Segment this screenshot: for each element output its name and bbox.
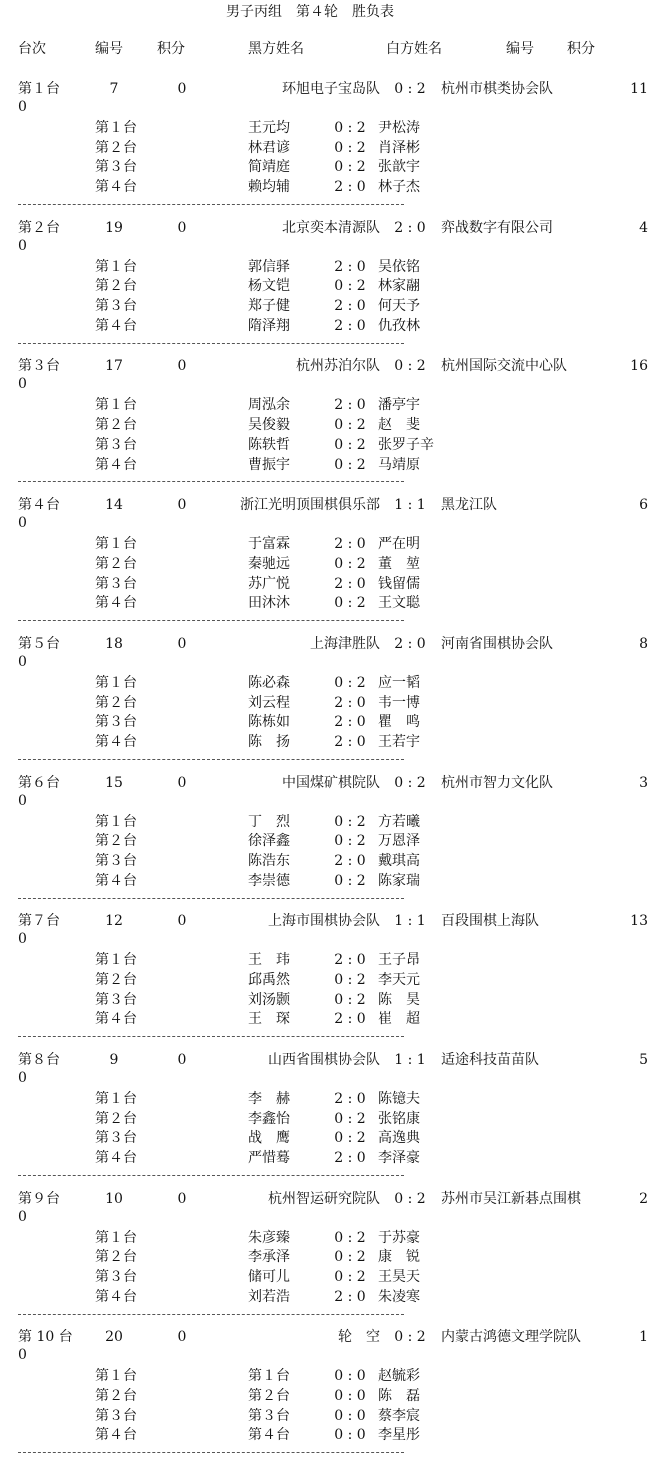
board-white-player: 林家翮 <box>378 278 420 295</box>
match-points-right: 0 <box>18 1347 27 1364</box>
board-label: 第２台 <box>95 1110 137 1127</box>
match-table-label: 第５台 <box>18 635 60 652</box>
match-points: 0 <box>177 913 187 930</box>
match-points: 0 <box>177 219 187 236</box>
board-score: 0 : 2 <box>334 555 366 572</box>
board-label: 第３台 <box>95 1269 137 1285</box>
board-black-player: 刘若浩 <box>248 1288 290 1305</box>
board-label: 第１台 <box>95 674 137 691</box>
match-black-team: 杭州苏泊尔队 <box>296 358 380 375</box>
board-white-player: 韦一博 <box>378 694 420 711</box>
board-white-player: 王文聪 <box>378 595 420 612</box>
board-white-player: 董 堃 <box>378 555 420 572</box>
board-black-player: 林君谚 <box>248 139 290 156</box>
board-black-player: 朱彦臻 <box>248 1229 290 1246</box>
board-black-player: 吴俊毅 <box>248 417 290 434</box>
board-white-player: 康 锐 <box>378 1249 420 1266</box>
match-score: 0 : 2 <box>394 1190 426 1207</box>
board-white-player: 尹松涛 <box>378 120 420 136</box>
match-number-right: 2 <box>639 1190 648 1207</box>
match-score: 0 : 2 <box>394 774 426 791</box>
board-score: 0 : 2 <box>334 991 366 1008</box>
board-label: 第４台 <box>95 872 137 889</box>
board-white-player: 严在明 <box>378 536 420 553</box>
board-white-player: 李泽豪 <box>378 1150 420 1166</box>
match-number-right: 1 <box>639 1329 648 1346</box>
match-number: 7 <box>109 81 119 97</box>
board-white-player: 张铭康 <box>378 1110 420 1127</box>
board-white-player: 钱留儒 <box>378 575 420 592</box>
board-black-player: 第４台 <box>248 1427 290 1444</box>
board-score: 2 : 0 <box>334 575 366 592</box>
board-white-player: 仇孜林 <box>378 317 420 334</box>
match-number: 9 <box>109 1051 119 1068</box>
board-white-player: 林子杰 <box>378 179 420 196</box>
match-score: 0 : 2 <box>394 358 426 375</box>
board-black-player: 陈栋如 <box>248 714 290 731</box>
board-score: 2 : 0 <box>334 852 366 869</box>
board-label: 第４台 <box>95 1288 137 1305</box>
board-white-player: 李天元 <box>378 971 420 988</box>
board-score: 2 : 0 <box>334 536 366 553</box>
match-points-right: 0 <box>18 376 27 393</box>
board-black-player: 储可儿 <box>248 1269 290 1285</box>
match-points: 0 <box>177 1190 187 1207</box>
board-label: 第２台 <box>95 139 137 156</box>
match-number-right: 4 <box>639 219 648 236</box>
separator-line <box>18 898 404 899</box>
match-points-right: 0 <box>18 1208 27 1225</box>
board-black-player: 王 玮 <box>248 952 290 969</box>
board-white-player: 陈 磊 <box>378 1388 420 1404</box>
board-score: 0 : 2 <box>334 872 366 889</box>
board-score: 0 : 0 <box>334 1368 366 1385</box>
match-points: 0 <box>177 1051 187 1068</box>
board-white-player: 李星彤 <box>378 1427 420 1444</box>
match-number-right: 5 <box>639 1051 648 1068</box>
board-label: 第３台 <box>95 714 137 731</box>
board-black-player: 陈必森 <box>248 674 290 691</box>
match-white-team: 适途科技苗苗队 <box>441 1051 539 1068</box>
board-label: 第１台 <box>95 1229 137 1246</box>
match-white-team: 苏州市吴江新碁点围棋 <box>441 1190 581 1207</box>
board-black-player: 苏广悦 <box>248 575 290 592</box>
board-score: 2 : 0 <box>334 714 366 731</box>
board-black-player: 田沐沐 <box>248 595 290 612</box>
board-label: 第１台 <box>95 813 137 830</box>
board-white-player: 张歆宇 <box>378 159 420 176</box>
board-black-player: 隋泽翔 <box>248 317 290 334</box>
board-white-player: 蔡李宸 <box>378 1407 420 1424</box>
page-title: 男子丙组 第４轮 胜负表 <box>226 4 394 20</box>
board-black-player: 郭信驿 <box>248 258 290 275</box>
board-score: 0 : 2 <box>334 436 366 453</box>
board-white-player: 瞿 鸣 <box>378 714 420 731</box>
board-white-player: 赵 斐 <box>378 417 420 434</box>
match-points-right: 0 <box>18 99 27 115</box>
board-label: 第１台 <box>95 1368 137 1385</box>
board-score: 2 : 0 <box>334 1150 366 1166</box>
match-number: 19 <box>105 219 123 236</box>
board-black-player: 周泓余 <box>248 397 290 414</box>
match-points: 0 <box>177 1329 187 1346</box>
match-points: 0 <box>177 635 187 652</box>
match-score: 0 : 2 <box>394 1329 426 1346</box>
board-white-player: 高逸典 <box>378 1130 420 1147</box>
board-label: 第３台 <box>95 159 137 176</box>
match-black-team: 山西省围棋协会队 <box>268 1051 380 1068</box>
board-white-player: 吴依铭 <box>378 258 420 275</box>
match-table-label: 第７台 <box>18 913 60 930</box>
board-label: 第４台 <box>95 1427 137 1444</box>
board-white-player: 朱凌寒 <box>378 1288 420 1305</box>
board-white-player: 肖泽彬 <box>378 139 420 156</box>
board-white-player: 万恩泽 <box>378 833 420 850</box>
board-black-player: 杨文铠 <box>248 278 290 295</box>
board-label: 第２台 <box>95 1388 137 1404</box>
board-score: 0 : 2 <box>334 595 366 612</box>
match-points-right: 0 <box>18 792 27 809</box>
board-score: 0 : 2 <box>334 1110 366 1127</box>
match-number-right: 8 <box>639 635 648 652</box>
header-white-name: 白方姓名 <box>386 41 442 57</box>
board-score: 0 : 2 <box>334 1249 366 1266</box>
match-white-team: 杭州市智力文化队 <box>441 774 553 791</box>
board-label: 第１台 <box>95 1090 137 1107</box>
match-number-right: 13 <box>630 913 648 930</box>
header-points-right: 积分 <box>567 41 595 57</box>
board-label: 第１台 <box>95 536 137 553</box>
match-score: 1 : 1 <box>394 1051 426 1068</box>
board-black-player: 刘汤颢 <box>248 991 290 1008</box>
board-label: 第４台 <box>95 1150 137 1166</box>
board-score: 0 : 2 <box>334 833 366 850</box>
board-label: 第３台 <box>95 436 137 453</box>
board-label: 第３台 <box>95 852 137 869</box>
match-points-right: 0 <box>18 653 27 670</box>
board-label: 第２台 <box>95 417 137 434</box>
board-white-player: 王若宇 <box>378 733 420 750</box>
board-score: 0 : 2 <box>334 1130 366 1147</box>
board-score: 0 : 2 <box>334 813 366 830</box>
match-white-team: 河南省围棋协会队 <box>441 635 553 652</box>
board-white-player: 方若曦 <box>378 813 420 830</box>
board-black-player: 邱禹然 <box>248 971 290 988</box>
board-white-player: 于苏豪 <box>378 1229 420 1246</box>
board-score: 2 : 0 <box>334 952 366 969</box>
board-score: 0 : 0 <box>334 1388 366 1404</box>
separator-line <box>18 1314 404 1315</box>
match-points: 0 <box>177 81 187 97</box>
header-table: 台次 <box>18 41 46 57</box>
match-points-right: 0 <box>18 931 27 948</box>
match-number: 15 <box>105 774 123 791</box>
match-points-right: 0 <box>18 515 27 532</box>
board-black-player: 曹振宇 <box>248 456 290 473</box>
board-score: 0 : 2 <box>334 120 366 136</box>
match-number-right: 6 <box>639 497 648 514</box>
board-score: 0 : 2 <box>334 456 366 473</box>
board-label: 第２台 <box>95 555 137 572</box>
board-label: 第２台 <box>95 694 137 711</box>
match-black-team: 北京奕本清源队 <box>282 219 380 236</box>
board-label: 第３台 <box>95 1407 137 1424</box>
board-label: 第２台 <box>95 1249 137 1266</box>
board-black-player: 陈浩东 <box>248 852 290 869</box>
match-table-label: 第３台 <box>18 358 60 375</box>
match-table-label: 第８台 <box>18 1051 60 1068</box>
separator-line <box>18 759 404 760</box>
match-score: 0 : 2 <box>394 81 426 97</box>
header-points-left: 积分 <box>157 41 185 57</box>
board-label: 第３台 <box>95 298 137 315</box>
match-black-team: 浙江光明顶围棋俱乐部 <box>240 497 380 514</box>
board-score: 2 : 0 <box>334 694 366 711</box>
match-white-team: 黑龙江队 <box>441 497 497 514</box>
board-score: 2 : 0 <box>334 1011 366 1028</box>
board-label: 第１台 <box>95 120 137 136</box>
board-score: 0 : 2 <box>334 1269 366 1285</box>
board-score: 0 : 0 <box>334 1407 366 1424</box>
match-score: 2 : 0 <box>394 635 426 652</box>
board-black-player: 严惜蓦 <box>248 1150 290 1166</box>
board-score: 0 : 2 <box>334 278 366 295</box>
board-score: 2 : 0 <box>334 397 366 414</box>
board-label: 第２台 <box>95 278 137 295</box>
board-white-player: 陈家瑞 <box>378 872 420 889</box>
separator-line <box>18 620 404 621</box>
board-label: 第１台 <box>95 397 137 414</box>
board-black-player: 徐泽鑫 <box>248 833 290 850</box>
board-black-player: 第３台 <box>248 1407 290 1424</box>
board-label: 第２台 <box>95 971 137 988</box>
match-black-team: 上海津胜队 <box>310 635 380 652</box>
match-number: 10 <box>105 1190 123 1207</box>
board-black-player: 丁 烈 <box>248 813 290 830</box>
board-label: 第４台 <box>95 1011 137 1028</box>
match-white-team: 杭州市棋类协会队 <box>441 81 553 97</box>
match-points-right: 0 <box>18 1069 27 1086</box>
match-table-label: 第２台 <box>18 219 60 236</box>
board-black-player: 战 鹰 <box>248 1130 290 1147</box>
board-black-player: 陈轶哲 <box>248 436 290 453</box>
board-black-player: 第１台 <box>248 1368 290 1385</box>
board-black-player: 王 琛 <box>248 1011 290 1028</box>
header-black-name: 黑方姓名 <box>248 41 304 57</box>
match-white-team: 弈战数字有限公司 <box>441 219 553 236</box>
separator-line <box>18 1452 404 1453</box>
board-white-player: 崔 超 <box>378 1011 420 1028</box>
match-white-team: 杭州国际交流中心队 <box>441 358 567 375</box>
board-black-player: 李承泽 <box>248 1249 290 1266</box>
match-points: 0 <box>177 358 187 375</box>
board-black-player: 陈 扬 <box>248 733 290 750</box>
board-black-player: 于富霖 <box>248 536 290 553</box>
board-black-player: 赖均辅 <box>248 179 290 196</box>
board-score: 2 : 0 <box>334 258 366 275</box>
match-black-team: 轮 空 <box>338 1329 380 1346</box>
separator-line <box>18 1036 404 1037</box>
board-label: 第４台 <box>95 456 137 473</box>
separator-line <box>18 204 404 205</box>
board-score: 2 : 0 <box>334 1090 366 1107</box>
match-table-label: 第４台 <box>18 497 60 514</box>
match-number: 12 <box>105 913 123 930</box>
board-score: 0 : 0 <box>334 1427 366 1444</box>
match-number-right: 3 <box>639 774 648 791</box>
board-white-player: 陈镱夫 <box>378 1090 420 1107</box>
board-white-player: 陈 昊 <box>378 991 420 1008</box>
header-number-left: 编号 <box>95 41 123 57</box>
board-black-player: 第２台 <box>248 1388 290 1404</box>
match-white-team: 百段围棋上海队 <box>441 913 539 930</box>
board-score: 2 : 0 <box>334 179 366 196</box>
match-black-team: 中国煤矿棋院队 <box>282 774 380 791</box>
board-score: 0 : 2 <box>334 971 366 988</box>
board-label: 第２台 <box>95 833 137 850</box>
board-label: 第４台 <box>95 733 137 750</box>
match-black-team: 环旭电子宝岛队 <box>282 81 380 97</box>
board-black-player: 简靖庭 <box>248 159 290 176</box>
match-points: 0 <box>177 497 187 514</box>
match-table-label: 第１台 <box>18 81 60 97</box>
board-label: 第４台 <box>95 179 137 196</box>
board-black-player: 王元均 <box>248 120 290 136</box>
match-score: 1 : 1 <box>394 913 426 930</box>
match-number: 18 <box>105 635 123 652</box>
board-score: 0 : 2 <box>334 417 366 434</box>
match-number-right: 16 <box>630 358 648 375</box>
match-score: 2 : 0 <box>394 219 426 236</box>
match-table-label: 第 10 台 <box>18 1329 73 1346</box>
board-white-player: 戴琪高 <box>378 852 420 869</box>
board-black-player: 秦驰远 <box>248 555 290 572</box>
board-white-player: 王子昂 <box>378 952 420 969</box>
match-table-label: 第９台 <box>18 1190 60 1207</box>
board-score: 2 : 0 <box>334 733 366 750</box>
board-label: 第３台 <box>95 575 137 592</box>
board-black-player: 李 赫 <box>248 1090 290 1107</box>
match-black-team: 上海市围棋协会队 <box>268 913 380 930</box>
board-label: 第３台 <box>95 1130 137 1147</box>
separator-line <box>18 1175 404 1176</box>
match-points: 0 <box>177 774 187 791</box>
board-score: 0 : 2 <box>334 674 366 691</box>
board-label: 第１台 <box>95 952 137 969</box>
board-white-player: 应一韬 <box>378 674 420 691</box>
board-white-player: 马靖原 <box>378 456 420 473</box>
match-number: 20 <box>105 1329 123 1346</box>
match-points-right: 0 <box>18 237 27 254</box>
board-score: 0 : 2 <box>334 139 366 156</box>
board-black-player: 李鑫怡 <box>248 1110 290 1127</box>
board-label: 第４台 <box>95 317 137 334</box>
board-white-player: 王昊天 <box>378 1269 420 1285</box>
board-black-player: 郑子健 <box>248 298 290 315</box>
board-black-player: 刘云程 <box>248 694 290 711</box>
board-white-player: 赵毓彩 <box>378 1368 420 1385</box>
board-white-player: 潘亭宇 <box>378 397 420 414</box>
board-label: 第４台 <box>95 595 137 612</box>
match-score: 1 : 1 <box>394 497 426 514</box>
separator-line <box>18 481 404 482</box>
board-score: 0 : 2 <box>334 1229 366 1246</box>
match-table-label: 第６台 <box>18 774 60 791</box>
match-number: 14 <box>105 497 123 514</box>
board-score: 0 : 2 <box>334 159 366 176</box>
board-score: 2 : 0 <box>334 1288 366 1305</box>
board-score: 2 : 0 <box>334 317 366 334</box>
match-number: 17 <box>105 358 123 375</box>
board-black-player: 李崇德 <box>248 872 290 889</box>
board-score: 2 : 0 <box>334 298 366 315</box>
board-label: 第１台 <box>95 258 137 275</box>
header-number-right: 编号 <box>506 41 534 57</box>
board-white-player: 何天予 <box>378 298 420 315</box>
match-number-right: 11 <box>630 81 648 97</box>
match-white-team: 内蒙古鸿德文理学院队 <box>441 1329 581 1346</box>
separator-line <box>18 343 404 344</box>
board-label: 第３台 <box>95 991 137 1008</box>
match-black-team: 杭州智运研究院队 <box>268 1190 380 1207</box>
board-white-player: 张罗子辛 <box>378 436 434 453</box>
